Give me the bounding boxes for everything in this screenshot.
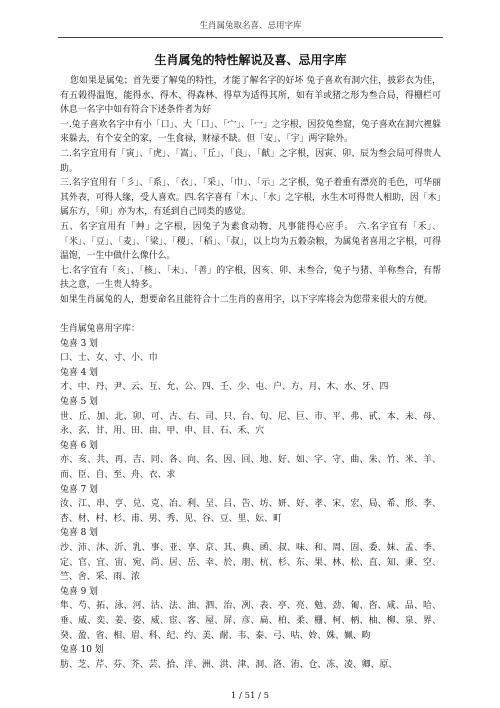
stroke-group-chars: 才、中、丹、尹、云、互、允、公、四、壬、少、屯、户、方、月、木、水、牙、四 <box>60 382 389 393</box>
stroke-group-chars: 口、士、女、寸、小、巾 <box>60 353 158 364</box>
stroke-group-chars: 沙、沛、沐、沂、乳、事、亚、享、京、其、典、函、叔、味、和、周、固、委、妹、孟、季、定、官、宜、宙、宛、尚、居、岳、幸、於、朋、杭、杉、东、果、林、松、直、知、秉、空、竺、舍、采、雨、浓 <box>60 543 441 583</box>
page-number: 1 / 51 / 5 <box>230 691 270 701</box>
stroke-group-chars: 汝、江、串、亨、兑、克、冶、利、呈、吕、告、坊、妍、好、孝、宋、宏、局、希、形、李、杏、材、村、杉、甫、男、秀、见、谷、豆、里、妘、町 <box>60 499 441 524</box>
stroke-group-heading: 兔喜 9 划 <box>60 586 98 597</box>
intro-paragraph: 七.名字宜有「亥」、「核」、「未」、「善」的字根，因亥、卯、未叁合，兔子与猪、羊称叁合，有帮扶之意，一生贵人特多。 <box>60 265 441 291</box>
intro-paragraph: 您如果是属兔；首先要了解兔的特性，才能了解名字的好坏 兔子喜欢有洞穴住，披彩衣为佳，有五榖得温饱，能得水、得木、得森林、得草为适得其所，如有羊或猪之形为叁合局，得栅栏可休息一名字中如有符合下述条件者为好 <box>60 76 441 116</box>
intro-paragraph: 三.名字宜用有「彡」、「系」、「衣」、「采」、「巾」、「示」之字根，兔子着重有漂亮的毛色，可华丽其外表，可得人缘，受人喜欢。四.名字喜有「木」、「水」之字根，水生木可得贵人相助，因「木」属东方，「卯」亦为木，有延到自己同类的感觉。 <box>60 178 441 218</box>
intro-paragraph: 二.名字宜用有「寅」、「虎」、「嵩」、「丘」、「良」、「献」之字根，因寅、卯、辰为叁会局可得贵人助。 <box>60 148 441 174</box>
stroke-group-heading: 兔喜 7 划 <box>60 484 98 495</box>
stroke-group-heading: 兔喜 5 划 <box>60 397 98 408</box>
wordlist-intro: 生肖属兔喜用字库： <box>60 324 140 335</box>
stroke-group-chars: 肪、芝、芹、芬、芥、芸、拾、洋、洲、洪、津、洞、洛、洧、仓、冻、凌、卿、原、 <box>60 659 398 670</box>
intro-paragraph: 一.兔子喜欢名字中有小「口」、大「口」、「宀」、「冖」之字根，因狡兔叁窟，兔子喜欢在洞穴裡躲来躲去，有个安全的家，一生食禄，财禄不缺。但「安」、「宇」两字除外。 <box>60 119 441 145</box>
running-header: 生肖属兔取名喜、忌用字库 <box>58 0 443 38</box>
stroke-group-heading: 兔喜 6 划 <box>60 440 98 451</box>
intro-paragraph: 五、名字宜用有「艸」之字根，因兔子为素食动物，凡事能得心应手。 六.名字宜有「禾」、「米」、「豆」、「麦」、「梁」、「稷」、「稻」、「叔」，以上均为五穀杂粮，为属兔者喜用之字根，可得温饱，一生中做什么像什么。 <box>60 221 441 262</box>
document-body <box>60 74 441 672</box>
stroke-group-heading: 兔喜 3 划 <box>60 338 98 349</box>
stroke-group-heading: 兔喜 10 划 <box>60 645 104 656</box>
stroke-group-heading: 兔喜 4 划 <box>60 367 98 378</box>
stroke-group-chars: 世、丘、加、北、卯、可、古、右、司、只、台、句、尼、巨、市、平、弗、甙、本、未、母、永、玄、甘、用、田、由、甲、申、目、石、禾、穴 <box>60 411 441 437</box>
intro-paragraph: 如果生肖属兔的人，想要命名且能符合十二生肖的喜用字，以下字库将会为您带来很大的方便。 <box>60 294 433 305</box>
stroke-group-chars: 隼、芍、拓、泳、河、沽、法、油、泗、治、冽、表、亭、亮、勉、劲、匍、咨、咸、品、哈、垂、威、奕、姜、姿、威、宦、客、屋、屏、彦、扁、柏、柔、栅、柯、柄、柚、柳、泉、界、癸、盈、省、相、眉、科、纪、约、美、耐、韦、泰、弓、咕、姈、姝、姵、畇 <box>60 601 441 641</box>
stroke-group-heading: 兔喜 8 划 <box>60 528 98 539</box>
document-title: 生肖属兔的特性解说及喜、忌用字库 <box>154 53 347 67</box>
paragraph-gap <box>60 308 441 323</box>
stroke-group-chars: 亦、亥、共、再、吉、同、各、向、名、因、回、地、好、如、字、守、曲、朱、竹、米、羊、而、臣、自、至、舟、衣、求 <box>60 455 441 481</box>
